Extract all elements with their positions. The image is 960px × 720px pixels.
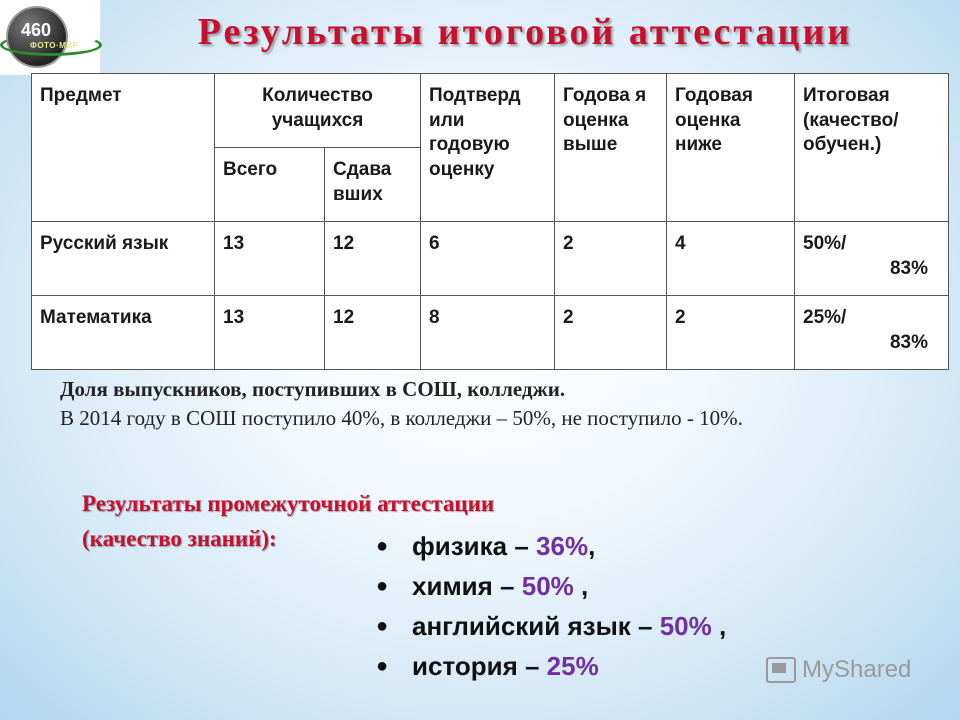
list-item: [372, 568, 726, 608]
interim-title-line2: (качество знаний):: [82, 525, 277, 551]
bullet-icon: ●: [376, 615, 389, 637]
logo-tagline: ФОТО·МИР: [30, 41, 79, 50]
bullet-icon: ●: [376, 655, 389, 677]
graduates-block: [60, 375, 900, 434]
subject-name: английский язык –: [412, 611, 660, 641]
interim-subject-list: [372, 528, 726, 688]
cell-higher: 2: [555, 222, 667, 296]
final-learning: 83%: [889, 257, 929, 279]
table-row: [32, 222, 949, 296]
cell-passed: 12: [325, 296, 421, 370]
subject-percent: 25%: [546, 651, 599, 681]
cell-lower: 4: [667, 222, 795, 296]
slide-title: Результаты итоговой аттестации: [197, 11, 853, 53]
cell-lower: 2: [667, 296, 795, 370]
cell-passed: 12: [325, 222, 421, 296]
logo-number: 460: [20, 20, 52, 40]
subject-percent: 50%: [659, 611, 712, 641]
header-confirmed: Подтверд или годовую оценку: [421, 74, 555, 222]
header-higher: Годова я оценка выше: [555, 74, 667, 222]
results-table: [31, 73, 949, 370]
subject-suffix: ,: [573, 571, 589, 601]
cell-total: 13: [215, 222, 325, 296]
watermark-text: MyShared: [802, 656, 912, 683]
graduates-text: В 2014 году в СОШ поступило 40%, в колледжи – 50%, не поступило - 10%.: [60, 406, 743, 431]
list-item: [372, 528, 726, 568]
table-header-row: [32, 74, 949, 148]
cell-total: 13: [215, 296, 325, 370]
subject-name: история –: [412, 651, 547, 681]
header-students: Количество учащихся: [215, 74, 421, 148]
presentation-icon: [766, 657, 796, 683]
bullet-icon: ●: [376, 535, 389, 557]
final-quality: 50%/: [803, 233, 847, 254]
cell-confirmed: 6: [421, 222, 555, 296]
site-logo: [0, 0, 101, 75]
subject-percent: 50%: [521, 571, 574, 601]
cell-subject: Русский язык: [32, 222, 215, 296]
table-row: [32, 296, 949, 370]
final-learning: 83%: [889, 331, 929, 353]
header-final: Итоговая (качество/ обучен.): [795, 74, 949, 222]
header-passed: Сдава вших: [325, 148, 421, 222]
subject-suffix: ,: [711, 611, 727, 641]
header-lower: Годовая оценка ниже: [667, 74, 795, 222]
header-total: Всего: [215, 148, 325, 222]
list-item: [372, 648, 726, 688]
cell-final: [795, 296, 949, 370]
subject-name: физика –: [412, 531, 537, 561]
header-subject: Предмет: [32, 74, 215, 222]
cell-higher: 2: [555, 296, 667, 370]
final-quality: 25%/: [803, 307, 847, 328]
watermark: [766, 656, 911, 684]
cell-confirmed: 8: [421, 296, 555, 370]
subject-name: химия –: [412, 571, 522, 601]
cell-subject: Математика: [32, 296, 215, 370]
cell-final: [795, 222, 949, 296]
subject-percent: 36%: [536, 531, 589, 561]
bullet-icon: ●: [376, 575, 389, 597]
list-item: [372, 608, 726, 648]
graduates-heading: Доля выпускников, поступивших в СОШ, колледжи.: [60, 377, 566, 401]
subject-suffix: ,: [588, 531, 596, 561]
interim-title-line1: Результаты промежуточной аттестации: [82, 491, 495, 516]
